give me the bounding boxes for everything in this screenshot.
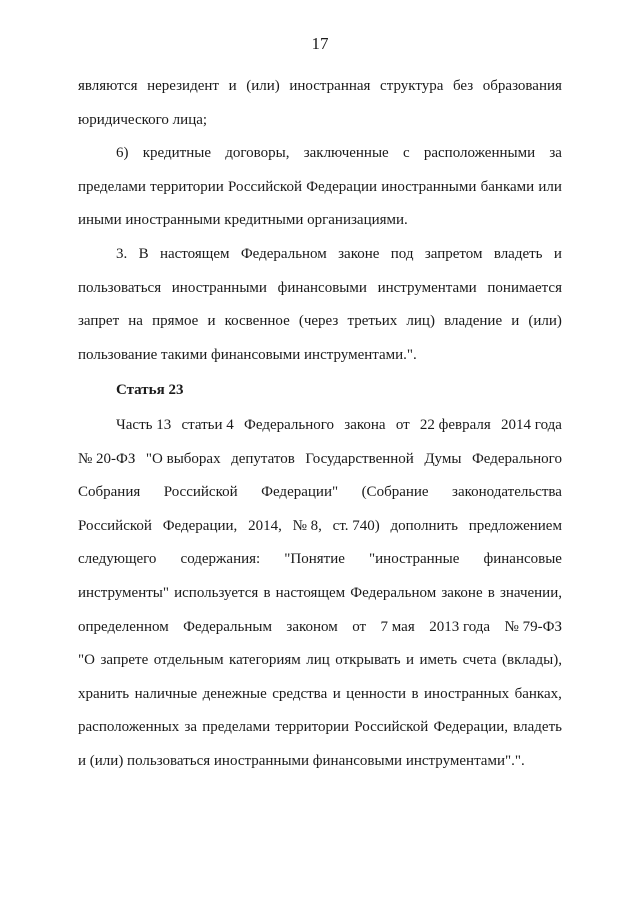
text-word: используется (174, 584, 259, 601)
text-word: ценности (346, 685, 407, 702)
text-word: Федерального (244, 416, 335, 433)
text-word: и (553, 245, 562, 262)
text-line (78, 305, 562, 339)
text-word: образования (482, 78, 562, 94)
text-word: владение (444, 313, 503, 330)
text-word: Федерации (306, 178, 378, 195)
text-word: определенном (78, 618, 169, 635)
text-word: предложением (468, 517, 562, 534)
text-word: содержания: (180, 551, 261, 568)
text-line: юридического лица; (78, 111, 208, 128)
text-word: без (452, 78, 474, 94)
text-word: ст. 740) (332, 517, 380, 534)
text-word: № 8, (292, 517, 322, 534)
text-word: настоящем (275, 584, 346, 601)
text-word: (Собрание (361, 484, 429, 501)
text-word: денежные (202, 685, 267, 702)
text-word: отдельным (153, 652, 224, 669)
text-word: и (332, 685, 341, 702)
text-word: закона (344, 416, 386, 433)
text-line (78, 443, 562, 477)
text-word: пределами (78, 178, 146, 195)
text-word: расположенных (78, 719, 180, 736)
text-word: дополнить (390, 517, 458, 534)
text-word: Федерального (471, 450, 562, 467)
text-word: понимается (487, 279, 562, 296)
text-word: за (184, 719, 198, 736)
page-number: 17 (311, 34, 329, 53)
text-word: значении, (499, 584, 562, 601)
text-word: средства (272, 685, 328, 702)
text-word: банках, (514, 685, 562, 702)
text-word: и (207, 313, 216, 330)
text-word: Часть 13 (116, 416, 172, 433)
text-word: законодательства (452, 484, 562, 501)
text-word: Российской (78, 517, 152, 534)
document-body (78, 70, 562, 778)
text-word: расположенными (423, 145, 536, 162)
text-word: (или) (246, 78, 280, 94)
text-word: 22 февраля (419, 416, 491, 433)
text-word: или (538, 178, 562, 195)
text-word: на (128, 313, 143, 330)
text-word: заключенные (303, 145, 389, 162)
text-word: "Понятие (284, 551, 345, 568)
text-word: иностранных (424, 685, 510, 702)
text-word: счета (462, 652, 497, 669)
text-word: третьих (347, 313, 398, 330)
article-heading: Статья 23 (116, 382, 184, 399)
text-word: "О выборах (145, 450, 221, 467)
text-word: Российской (228, 178, 302, 195)
text-word: под (390, 245, 414, 262)
text-line (78, 678, 562, 712)
text-word: территории (275, 719, 350, 736)
text-word: запрете (100, 652, 149, 669)
text-line (78, 238, 562, 272)
text-word: "О (78, 652, 95, 669)
text-word: от (395, 416, 410, 433)
text-word: открывать (335, 652, 401, 669)
text-word: 2014, (248, 517, 282, 534)
text-line (78, 510, 562, 544)
text-word: 3. (116, 245, 128, 262)
text-word: запретом (424, 245, 483, 262)
text-word: № 20-ФЗ (78, 450, 136, 467)
text-word: в (487, 584, 495, 601)
text-word: иностранная (289, 78, 371, 94)
text-word: Думы (424, 450, 462, 467)
text-word: кредитные (142, 145, 211, 162)
text-line (78, 70, 562, 104)
text-word: Федерации" (261, 484, 339, 501)
text-word: иностранными (171, 279, 267, 296)
text-line (78, 272, 562, 306)
text-word: с (402, 145, 410, 162)
text-word: в (263, 584, 271, 601)
text-word: финансовые (483, 551, 562, 568)
text-word: лиц (306, 652, 330, 669)
text-word: владеть (493, 245, 543, 262)
text-word: за (549, 145, 562, 162)
text-word: "иностранные (369, 551, 460, 568)
text-line (78, 409, 562, 443)
text-line (78, 476, 562, 510)
text-word: хранить (78, 685, 130, 702)
text-line (78, 711, 562, 745)
text-line: пользование такими финансовыми инструментами.". (78, 346, 417, 363)
text-word: договоры, (225, 145, 290, 162)
text-word: Государственной (305, 450, 414, 467)
text-word: Федеральном (240, 245, 327, 262)
text-word: (или) (528, 313, 562, 330)
text-word: и (511, 313, 520, 330)
text-word: прямое (152, 313, 199, 330)
text-word: банками (480, 178, 535, 195)
text-word: инструменты" (78, 584, 169, 601)
text-word: (через (298, 313, 339, 330)
text-word: (вклады), (502, 652, 562, 669)
text-word: настоящем (159, 245, 230, 262)
text-word: Российской (163, 484, 238, 501)
text-line (78, 577, 562, 611)
text-word: следующего (78, 551, 157, 568)
text-word: законе (338, 245, 380, 262)
text-word: владеть (513, 719, 562, 736)
text-word: Федеральным (183, 618, 272, 635)
text-word: Собрания (78, 484, 141, 501)
text-word: в (411, 685, 419, 702)
text-word: косвенное (224, 313, 290, 330)
text-line (78, 644, 562, 678)
text-word: являются (78, 78, 138, 94)
text-word: депутатов (231, 450, 295, 467)
text-word: иностранными (381, 178, 477, 195)
text-line (78, 611, 562, 645)
text-line (78, 171, 562, 205)
text-word: 2014 года (501, 416, 562, 433)
text-word: иметь (419, 652, 458, 669)
text-word: и (406, 652, 415, 669)
text-word: № 79-ФЗ (504, 618, 562, 635)
text-word: Федерации, (162, 517, 238, 534)
text-line (78, 543, 562, 577)
text-word: 2013 года (429, 618, 491, 635)
text-word: 6) (116, 145, 129, 162)
text-word: от (352, 618, 367, 635)
text-word: 7 мая (380, 618, 415, 635)
text-word: территории (150, 178, 224, 195)
text-word: и (228, 78, 237, 94)
text-word: статьи 4 (181, 416, 234, 433)
text-word: пользоваться (78, 279, 162, 296)
text-word: нерезидент (147, 78, 219, 94)
text-word: лиц) (406, 313, 435, 330)
text-word: Российской (354, 719, 429, 736)
text-word: Федеральном (350, 584, 437, 601)
text-line: иными иностранными кредитными организациями. (78, 212, 408, 229)
text-word: категориям (229, 652, 301, 669)
text-word: наличные (134, 685, 198, 702)
text-line (78, 137, 562, 171)
text-word: В (138, 245, 149, 262)
text-word: запрет (78, 313, 120, 330)
text-word: структура (380, 78, 444, 94)
text-word: пределами (202, 719, 271, 736)
text-line: и (или) пользоваться иностранными финансовыми инструментами".". (78, 752, 525, 769)
text-word: финансовыми (277, 279, 367, 296)
text-word: законом (286, 618, 338, 635)
text-word: законе (441, 584, 483, 601)
text-word: инструментами (377, 279, 477, 296)
text-word: Федерации, (433, 719, 509, 736)
